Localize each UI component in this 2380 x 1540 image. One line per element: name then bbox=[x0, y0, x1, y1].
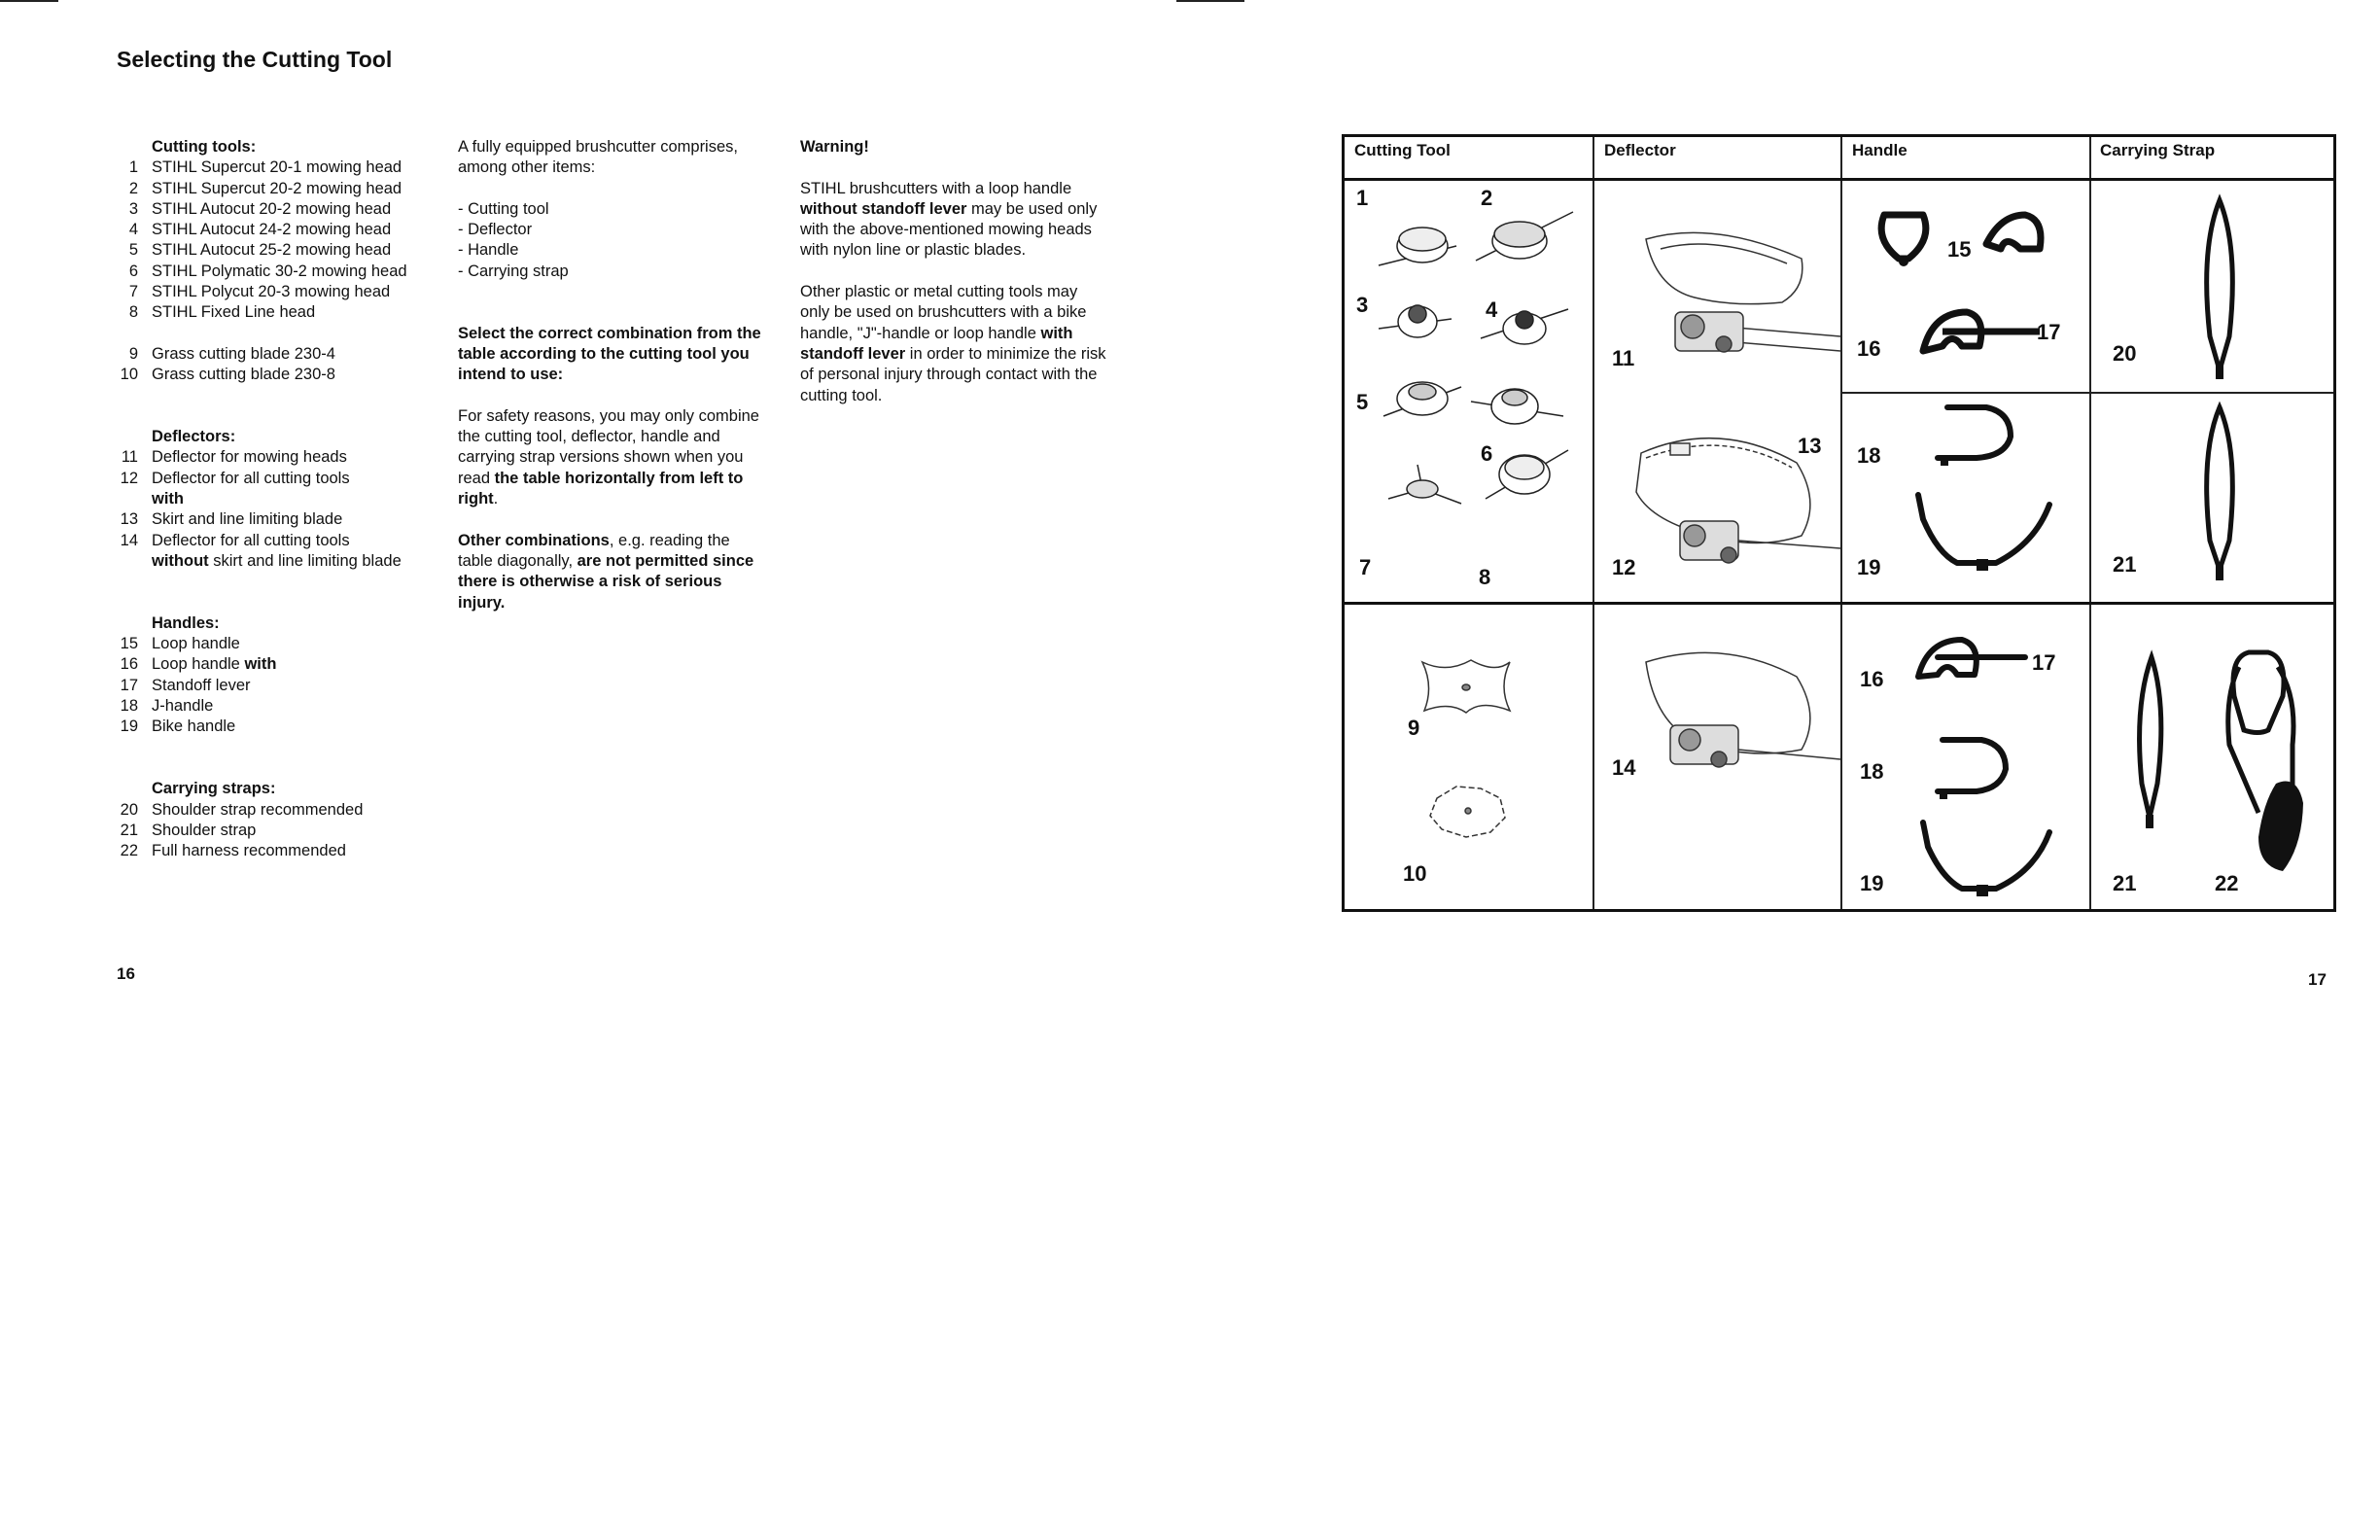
strap-and-harness-illustration bbox=[2122, 638, 2336, 881]
list-item: 21 Shoulder strap bbox=[120, 821, 257, 839]
list-item: 4 STIHL Autocut 24-2 mowing head bbox=[128, 221, 392, 239]
item-label: 15 bbox=[1947, 237, 1972, 262]
item-label: 21 bbox=[2113, 552, 2137, 577]
item-label: 12 bbox=[1612, 555, 1636, 579]
safety-text: For safety reasons, you may only combine the cutting tool, deflector, handle and carrying strap versions shown when you read the table horizontally from left to right. bbox=[458, 406, 759, 508]
item-label: 5 bbox=[1356, 390, 1369, 414]
list-item: 16 Loop handle with bbox=[120, 655, 277, 674]
header-handle: Handle bbox=[1852, 141, 1908, 159]
list-item: 14 Deflector for all cutting tools bbox=[120, 531, 350, 549]
list-item: 13 Skirt and line limiting blade bbox=[120, 510, 343, 529]
item-label: 7 bbox=[1359, 555, 1372, 579]
component-list bbox=[458, 199, 767, 282]
item-label: 19 bbox=[1857, 555, 1881, 579]
item-label: 10 bbox=[1403, 861, 1427, 886]
item-label: 8 bbox=[1479, 565, 1491, 589]
item-label: 9 bbox=[1408, 716, 1420, 740]
header-divider bbox=[1345, 178, 2333, 181]
list-item: 1 STIHL Supercut 20-1 mowing head bbox=[128, 158, 402, 177]
list-item: - Handle bbox=[458, 241, 519, 260]
list-item: 5 STIHL Autocut 25-2 mowing head bbox=[128, 241, 392, 260]
handles-heading: Handles: bbox=[152, 613, 220, 632]
list-item: without skirt and line limiting blade bbox=[152, 551, 402, 570]
item-label: 22 bbox=[2215, 871, 2239, 895]
deflector-mowing-heads-illustration bbox=[1607, 220, 1840, 366]
warning-text-1: STIHL brushcutters with a loop handle without standoff lever may be used only with the above-mentioned mowing heads with nylon line or plastic blades. bbox=[800, 179, 1098, 260]
list-item: 10 Grass cutting blade 230-8 bbox=[120, 366, 335, 384]
top-rule bbox=[1176, 0, 1244, 2]
list-item: 11 Deflector for mowing heads bbox=[121, 448, 347, 467]
list-item: 18 J-handle bbox=[120, 697, 214, 716]
page-title: Selecting the Cutting Tool bbox=[117, 47, 393, 72]
intro-column bbox=[458, 137, 767, 634]
shoulder-strap-illustration bbox=[2190, 400, 2249, 594]
item-label: 11 bbox=[1612, 346, 1635, 370]
list-item: 7 STIHL Polycut 20-3 mowing head bbox=[128, 283, 391, 301]
warning-heading: Warning! bbox=[800, 138, 869, 156]
list-item: 20 Shoulder strap recommended bbox=[120, 800, 364, 819]
shoulder-strap-recommended-illustration bbox=[2190, 191, 2249, 385]
list-item: 17 Standoff lever bbox=[120, 676, 251, 694]
list-item: 3 STIHL Autocut 20-2 mowing head bbox=[128, 199, 392, 218]
page-number-left: 16 bbox=[117, 964, 135, 983]
grass-blades-illustration bbox=[1413, 652, 1549, 866]
j-and-bike-handles-illustration bbox=[1879, 398, 2083, 592]
list-item: 6 STIHL Polymatic 30-2 mowing head bbox=[128, 262, 407, 280]
item-label: 14 bbox=[1612, 755, 1636, 780]
item-label: 4 bbox=[1486, 298, 1498, 322]
combination-table bbox=[1342, 134, 2336, 912]
list-item: 15 Loop handle bbox=[120, 635, 240, 653]
item-label: 16 bbox=[1857, 336, 1881, 361]
intro-text: A fully equipped brushcutter comprises, among other items: bbox=[458, 138, 738, 177]
item-label: 20 bbox=[2113, 341, 2137, 366]
list-item: - Deflector bbox=[458, 221, 533, 239]
deflector-without-skirt-illustration bbox=[1617, 643, 1840, 788]
warning-column bbox=[800, 137, 1109, 427]
list-item: - Cutting tool bbox=[458, 199, 549, 218]
header-cutting-tool: Cutting Tool bbox=[1354, 141, 1451, 159]
item-label: 17 bbox=[2037, 320, 2061, 344]
list-item: with bbox=[152, 490, 184, 508]
deflectors-heading: Deflectors: bbox=[152, 428, 236, 446]
item-label: 13 bbox=[1798, 434, 1822, 458]
item-label: 21 bbox=[2113, 871, 2137, 895]
item-label: 16 bbox=[1860, 667, 1884, 691]
header-carrying-strap: Carrying Strap bbox=[2100, 141, 2216, 159]
item-label: 3 bbox=[1356, 293, 1369, 317]
page-number-right: 17 bbox=[2308, 970, 2327, 989]
list-item: 12 Deflector for all cutting tools bbox=[120, 469, 350, 487]
item-label: 19 bbox=[1860, 871, 1884, 895]
list-item: 19 Bike handle bbox=[120, 718, 236, 736]
list-item: 8 STIHL Fixed Line head bbox=[128, 303, 316, 322]
row-divider bbox=[1345, 602, 2333, 605]
list-item: - Carrying strap bbox=[458, 262, 569, 280]
column-divider bbox=[1840, 137, 1842, 909]
header-deflector: Deflector bbox=[1604, 141, 1676, 159]
warning-text-2: Other plastic or metal cutting tools may only be used on brushcutters with a bike handle, "J"-handle or loop handle with standoff lever in order to minimize the risk of personal injury through contact with the cutting tool. bbox=[800, 283, 1106, 404]
item-label: 2 bbox=[1481, 186, 1493, 210]
list-item: 9 Grass cutting blade 230-4 bbox=[128, 344, 335, 363]
parts-list bbox=[117, 137, 407, 861]
item-label: 6 bbox=[1481, 441, 1493, 466]
cutting-tools-heading: Cutting tools: bbox=[152, 138, 257, 156]
loop-handles-illustration bbox=[1865, 195, 2088, 390]
list-item: 22 Full harness recommended bbox=[120, 842, 346, 860]
column-divider bbox=[2089, 137, 2091, 909]
item-label: 1 bbox=[1356, 186, 1369, 210]
other-combinations-text: Other combinations, e.g. reading the table diagonally, are not permitted since there is otherwise a risk of serious injury. bbox=[458, 531, 754, 612]
row-divider bbox=[1840, 392, 2333, 394]
select-instruction: Select the correct combination from the table according to the cutting tool you intend to use: bbox=[458, 324, 761, 384]
column-divider bbox=[1592, 137, 1594, 909]
mowing-heads-illustration bbox=[1379, 207, 1592, 596]
top-rule bbox=[0, 0, 58, 2]
item-label: 18 bbox=[1857, 443, 1881, 468]
straps-heading: Carrying straps: bbox=[152, 780, 276, 798]
list-item: 2 STIHL Supercut 20-2 mowing head bbox=[128, 179, 402, 197]
item-label: 18 bbox=[1860, 759, 1884, 784]
item-label: 17 bbox=[2032, 650, 2056, 675]
